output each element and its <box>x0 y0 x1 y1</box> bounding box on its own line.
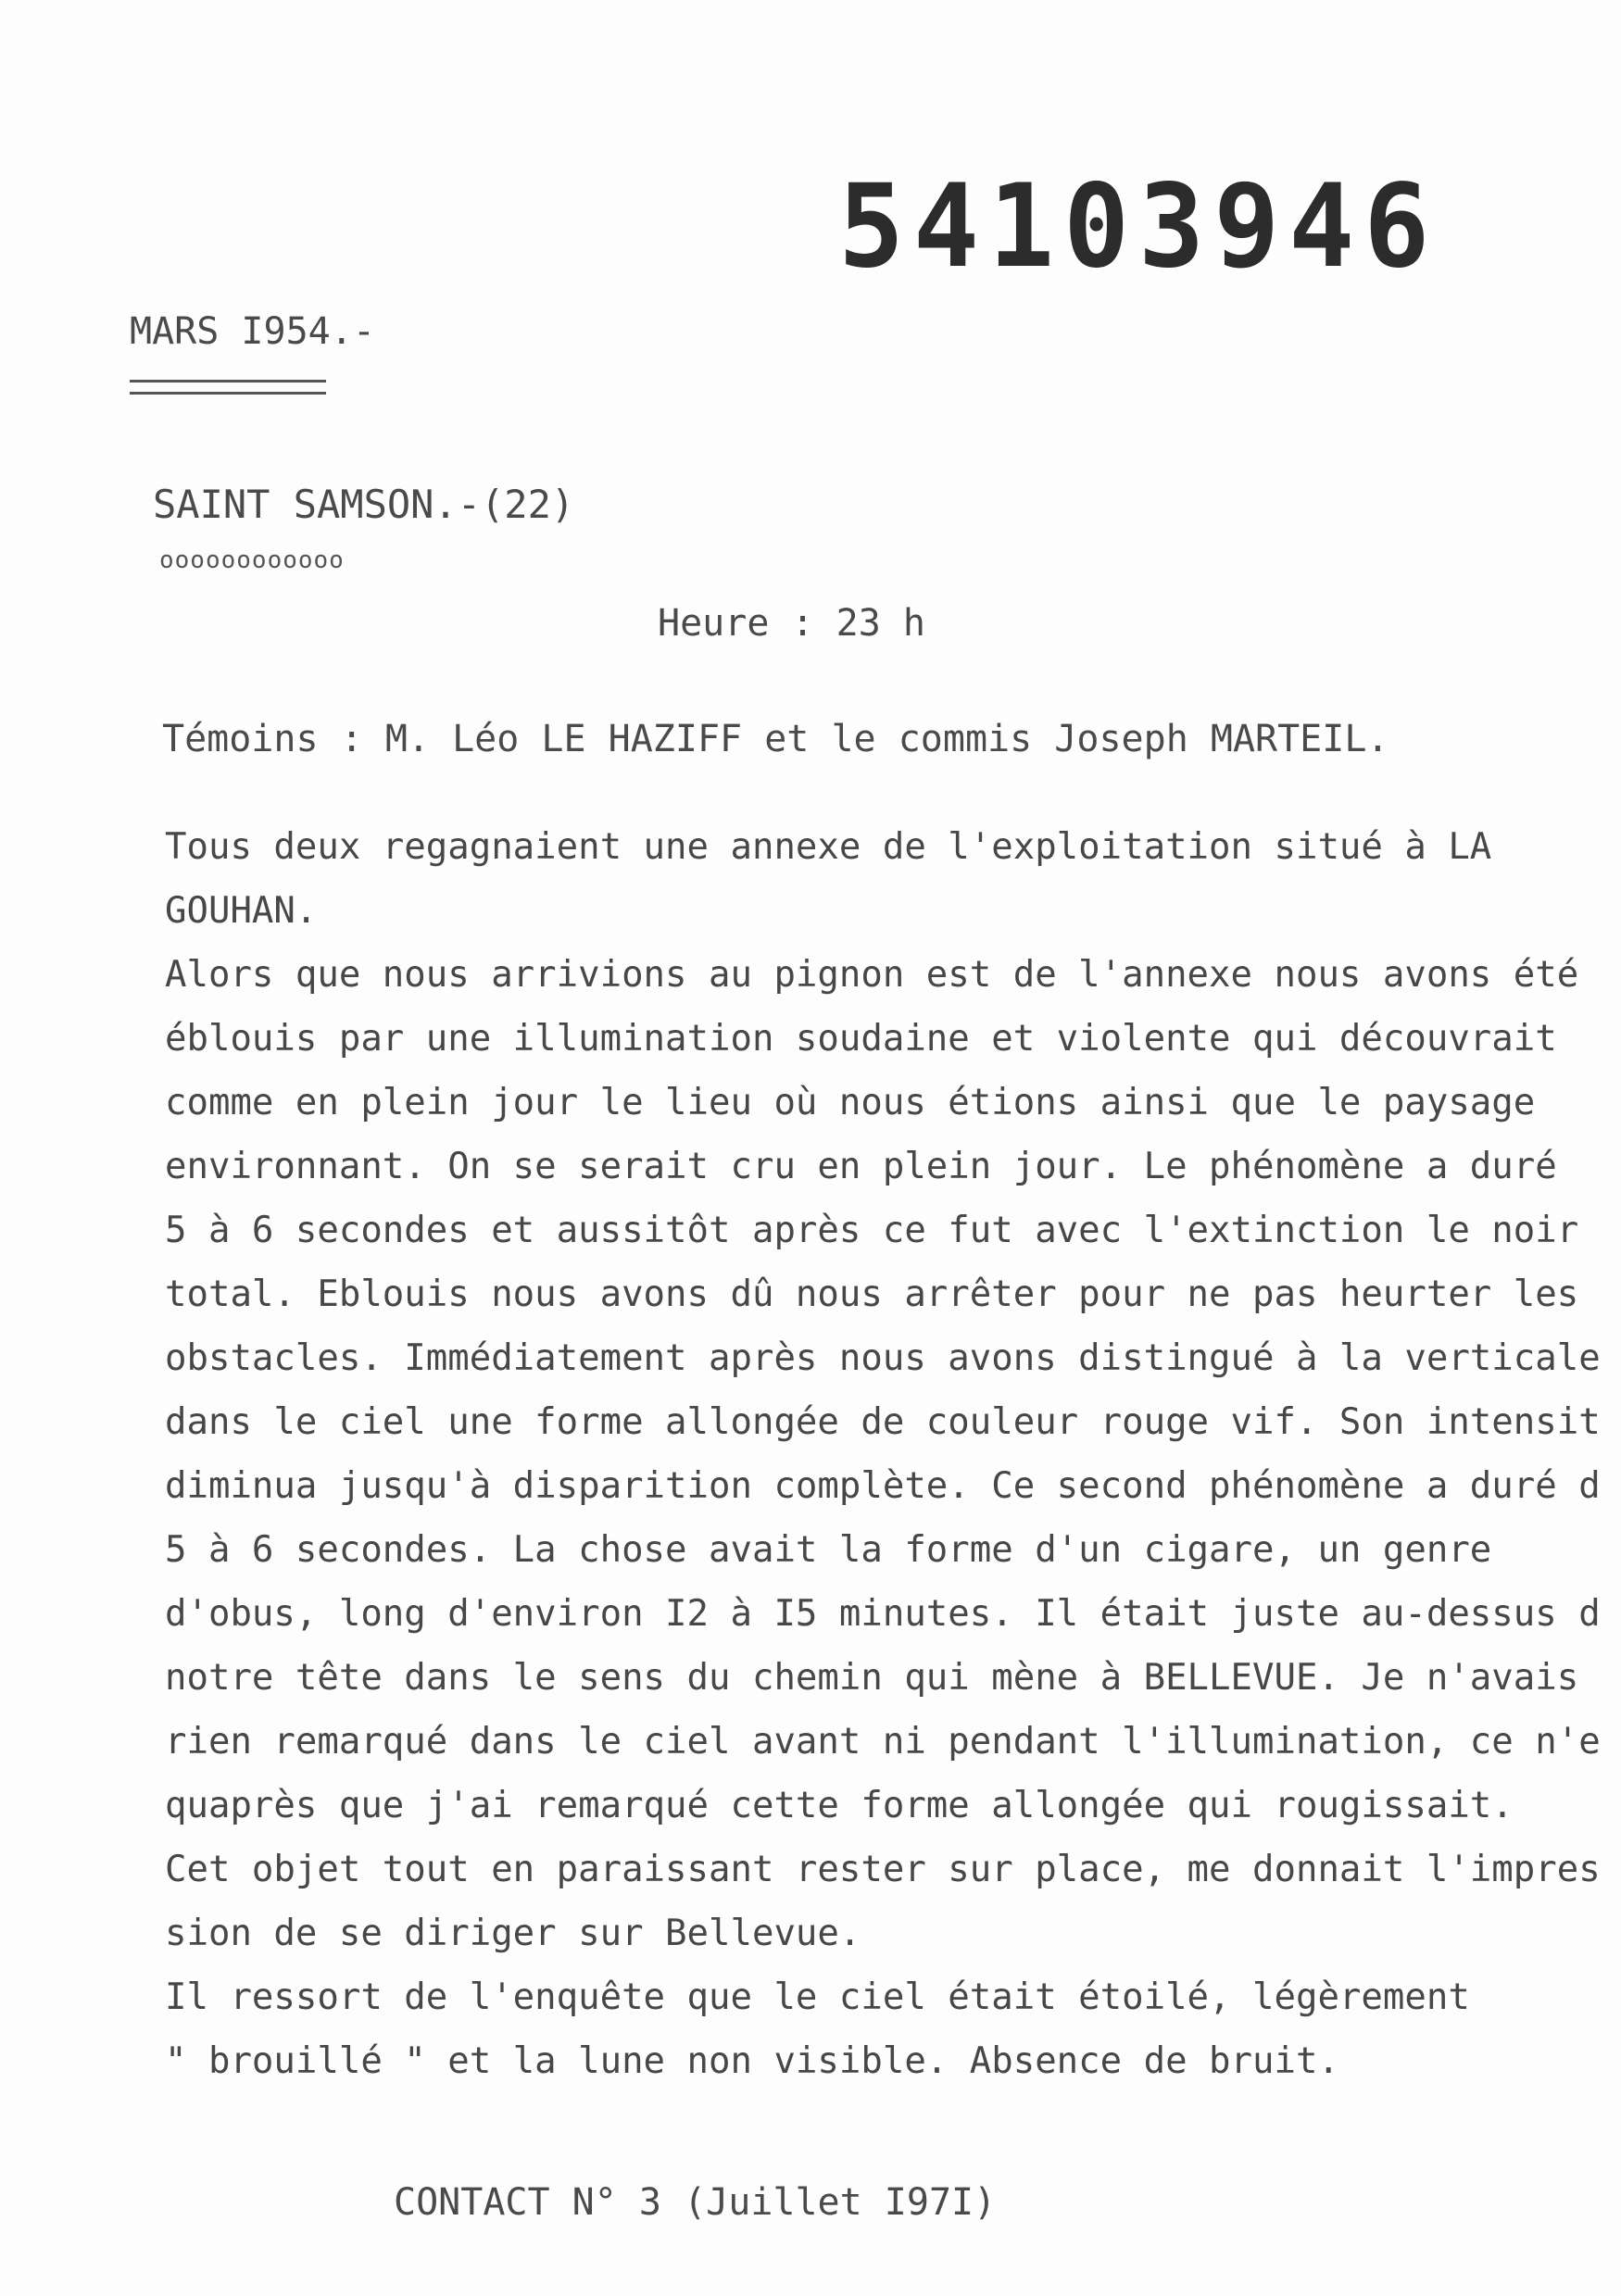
body-line: 5 à 6 secondes. La chose avait la forme d'un cigare, un genre <box>165 1529 1492 1571</box>
body-line: 5 à 6 secondes et aussitôt après ce fut avec l'extinction le noir <box>165 1210 1579 1251</box>
body-line: obstacles. Immédiatement après nous avons distingué à la verticale <box>165 1337 1601 1379</box>
body-line: " brouillé " et la lune non visible. Absence de bruit. <box>165 2040 1339 2082</box>
body-line: Alors que nous arrivions au pignon est de l'annexe nous avons été <box>165 954 1579 996</box>
body-line: Cet objet tout en paraissant rester sur place, me donnait l'impres <box>165 1849 1601 1890</box>
body-line: quaprès que j'ai remarqué cette forme allongée qui rougissait. <box>165 1785 1514 1826</box>
body-line: GOUHAN. <box>165 890 318 932</box>
body-line: d'obus, long d'environ I2 à I5 minutes. Il était juste au-dessus d <box>165 1593 1601 1635</box>
body-line: rien remarqué dans le ciel avant ni pendant l'illumination, ce n'e <box>165 1721 1601 1763</box>
reference-number: 54103946 <box>838 158 1439 294</box>
body-line: total. Eblouis nous avons dû nous arrêter pour ne pas heurter les <box>165 1273 1579 1315</box>
report-body <box>165 815 1621 2093</box>
body-line: Il ressort de l'enquête que le ciel était étoilé, légèrement <box>165 1976 1470 2018</box>
body-line: sion de se diriger sur Bellevue. <box>165 1913 861 1954</box>
body-line: diminua jusqu'à disparition complète. Ce second phénomène a duré d <box>165 1465 1601 1507</box>
body-line: comme en plein jour le lieu où nous étions ainsi que le paysage <box>165 1082 1536 1123</box>
body-line: environnant. On se serait cru en plein jour. Le phénomène a duré <box>165 1146 1557 1187</box>
date-underline <box>130 380 326 395</box>
place-heading: SAINT SAMSON.-(22) <box>153 482 575 527</box>
document-date: MARS I954.- <box>130 310 375 353</box>
body-line: éblouis par une illumination soudaine et violente qui découvrait <box>165 1018 1557 1060</box>
body-line: dans le ciel une forme allongée de couleur rouge vif. Son intensit <box>165 1401 1601 1443</box>
body-line: notre tête dans le sens du chemin qui mène à BELLEVUE. Je n'avais <box>165 1657 1579 1699</box>
body-line: Tous deux regagnaient une annexe de l'exploitation situé à LA <box>165 826 1492 868</box>
footer-source: CONTACT N° 3 (Juillet I97I) <box>394 2181 997 2224</box>
witnesses-line: Témoins : M. Léo LE HAZIFF et le commis Joseph MARTEIL. <box>162 718 1389 760</box>
place-underline: oooooooooooo <box>159 546 345 574</box>
hour-line: Heure : 23 h <box>658 602 925 645</box>
